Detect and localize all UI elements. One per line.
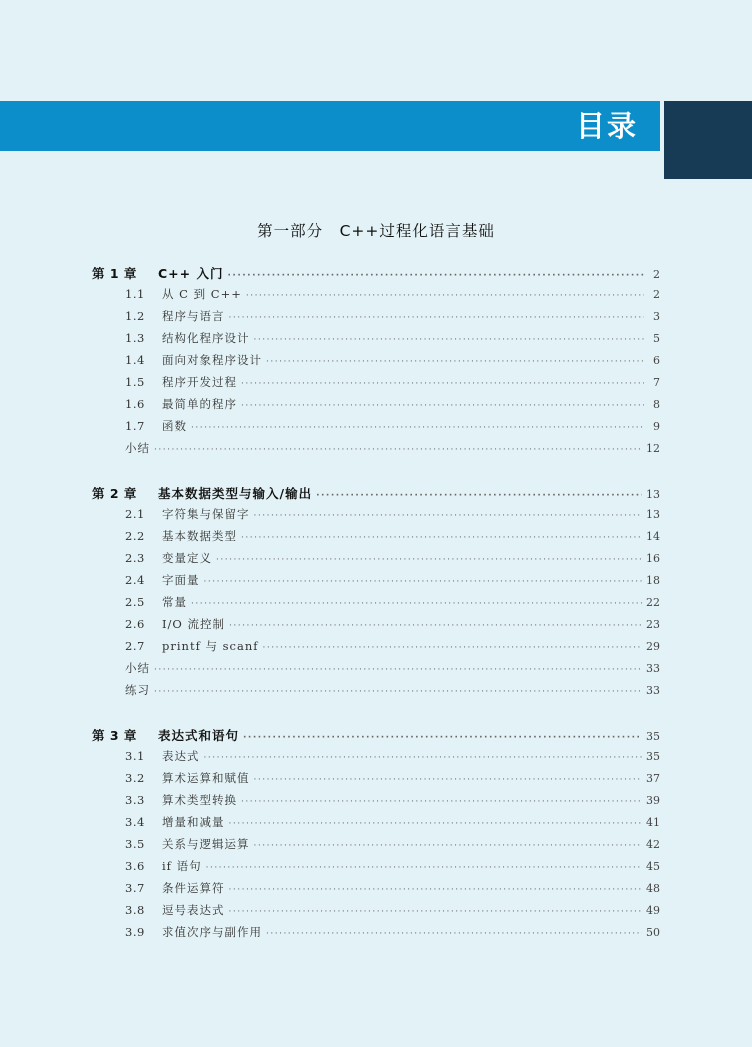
dot-leader xyxy=(254,335,645,345)
page-number: 23 xyxy=(646,618,660,631)
section-number: 3.3 xyxy=(125,793,145,807)
page-number: 33 xyxy=(646,662,660,675)
section-title: 程序开发过程 xyxy=(162,375,237,389)
dot-leader xyxy=(316,491,642,501)
section-number: 1.7 xyxy=(125,419,145,433)
page-number: 37 xyxy=(646,772,660,785)
section-title: 关系与逻辑运算 xyxy=(162,837,250,851)
page-number: 18 xyxy=(646,574,660,587)
section-row[interactable] xyxy=(92,638,660,660)
section-number: 2.5 xyxy=(125,595,145,609)
page-number: 13 xyxy=(646,488,660,501)
chapter-number: 第 2 章 xyxy=(92,486,137,501)
chapter-title: 表达式和语句 xyxy=(158,728,240,743)
section-row[interactable] xyxy=(92,286,660,308)
section-title: 面向对象程序设计 xyxy=(162,353,262,367)
extra-row[interactable] xyxy=(92,660,660,682)
dot-leader xyxy=(229,621,642,631)
section-row[interactable] xyxy=(92,352,660,374)
section-title: 求值次序与副作用 xyxy=(162,925,262,939)
page-number: 39 xyxy=(646,794,660,807)
section-title: printf 与 scanf xyxy=(162,639,259,653)
section-row[interactable] xyxy=(92,330,660,352)
page-number: 9 xyxy=(653,420,660,433)
dot-leader xyxy=(206,863,642,873)
section-number: 1.6 xyxy=(125,397,145,411)
page-title: 目录 xyxy=(575,109,638,143)
page-number: 12 xyxy=(646,442,660,455)
section-row[interactable] xyxy=(92,880,660,902)
section-number: 3.4 xyxy=(125,815,145,829)
section-number: 3.5 xyxy=(125,837,145,851)
section-title: 条件运算符 xyxy=(162,881,225,895)
dot-leader xyxy=(229,819,643,829)
section-title: 从 C 到 C++ xyxy=(162,287,242,301)
section-title: 变量定义 xyxy=(162,551,212,565)
section-row[interactable] xyxy=(92,858,660,880)
section-number: 1.3 xyxy=(125,331,145,345)
page-number: 41 xyxy=(646,816,660,829)
dot-leader xyxy=(254,775,643,785)
section-row[interactable] xyxy=(92,418,660,440)
page-number: 35 xyxy=(646,730,660,743)
dot-leader xyxy=(246,291,644,301)
dot-leader xyxy=(266,357,644,367)
section-row[interactable] xyxy=(92,902,660,924)
extra-row[interactable] xyxy=(92,682,660,704)
page-number: 35 xyxy=(646,750,660,763)
extra-title: 练习 xyxy=(125,683,150,697)
page-number: 2 xyxy=(653,268,660,281)
section-title: 表达式 xyxy=(162,749,200,763)
page-number: 29 xyxy=(646,640,660,653)
section-row[interactable] xyxy=(92,814,660,836)
section-row[interactable] xyxy=(92,374,660,396)
section-number: 1.1 xyxy=(125,287,145,301)
section-number: 3.8 xyxy=(125,903,145,917)
section-row[interactable] xyxy=(92,550,660,572)
chapter-number: 第 1 章 xyxy=(92,266,137,281)
section-title: I/O 流控制 xyxy=(162,617,226,631)
page-number: 22 xyxy=(646,596,660,609)
section-title: 基本数据类型 xyxy=(162,529,237,543)
section-title: 增量和减量 xyxy=(162,815,225,829)
dot-leader xyxy=(229,885,643,895)
chapter-number: 第 3 章 xyxy=(92,728,137,743)
section-row[interactable] xyxy=(92,308,660,330)
section-title: 最简单的程序 xyxy=(162,397,237,411)
dot-leader xyxy=(204,753,643,763)
corner-decoration xyxy=(664,101,752,179)
page-number: 8 xyxy=(653,398,660,411)
page-number: 50 xyxy=(646,926,660,939)
section-row[interactable] xyxy=(92,792,660,814)
chapter-block xyxy=(92,726,660,946)
section-number: 1.4 xyxy=(125,353,145,367)
chapter-row[interactable] xyxy=(92,264,660,286)
header-banner xyxy=(0,101,660,151)
section-title: 函数 xyxy=(162,419,187,433)
dot-leader xyxy=(254,511,643,521)
section-number: 2.3 xyxy=(125,551,145,565)
section-row[interactable] xyxy=(92,616,660,638)
section-row[interactable] xyxy=(92,506,660,528)
section-number: 2.2 xyxy=(125,529,145,543)
dot-leader xyxy=(241,533,642,543)
extra-title: 小结 xyxy=(125,661,150,675)
dot-leader xyxy=(229,907,643,917)
section-row[interactable] xyxy=(92,528,660,550)
section-row[interactable] xyxy=(92,836,660,858)
dot-leader xyxy=(191,599,642,609)
page-number: 16 xyxy=(646,552,660,565)
section-title: 字面量 xyxy=(162,573,200,587)
section-row[interactable] xyxy=(92,748,660,770)
section-row[interactable] xyxy=(92,924,660,946)
dot-leader xyxy=(216,555,642,565)
page-number: 2 xyxy=(653,288,660,301)
chapter-title: C++ 入门 xyxy=(158,266,224,281)
section-number: 2.7 xyxy=(125,639,145,653)
page-number: 3 xyxy=(653,310,660,323)
section-title: 逗号表达式 xyxy=(162,903,225,917)
section-row[interactable] xyxy=(92,572,660,594)
page-number: 5 xyxy=(653,332,660,345)
dot-leader xyxy=(266,929,642,939)
chapter-block xyxy=(92,264,660,462)
section-title: 结构化程序设计 xyxy=(162,331,250,345)
section-number: 3.2 xyxy=(125,771,145,785)
part-title: 第一部分 C++过程化语言基础 xyxy=(257,222,495,240)
section-number: 1.5 xyxy=(125,375,145,389)
chapter-block xyxy=(92,484,660,704)
section-number: 2.1 xyxy=(125,507,145,521)
section-title: 算术运算和赋值 xyxy=(162,771,250,785)
section-title: if 语句 xyxy=(162,859,202,873)
table-of-contents xyxy=(92,264,660,968)
dot-leader xyxy=(263,643,643,653)
section-number: 2.6 xyxy=(125,617,145,631)
page-number: 33 xyxy=(646,684,660,697)
dot-leader xyxy=(241,379,644,389)
section-number: 3.9 xyxy=(125,925,145,939)
section-number: 3.7 xyxy=(125,881,145,895)
section-title: 算术类型转换 xyxy=(162,793,237,807)
dot-leader xyxy=(227,271,644,281)
page-number: 6 xyxy=(653,354,660,367)
page-number: 14 xyxy=(646,530,660,543)
section-title: 常量 xyxy=(162,595,187,609)
section-row[interactable] xyxy=(92,594,660,616)
page-number: 7 xyxy=(653,376,660,389)
extra-title: 小结 xyxy=(125,441,150,455)
page-number: 13 xyxy=(646,508,660,521)
section-number: 1.2 xyxy=(125,309,145,323)
section-number: 2.4 xyxy=(125,573,145,587)
chapter-title: 基本数据类型与输入/输出 xyxy=(158,486,313,501)
section-row[interactable] xyxy=(92,770,660,792)
extra-row[interactable] xyxy=(92,440,660,462)
section-title: 程序与语言 xyxy=(162,309,225,323)
page-number: 45 xyxy=(646,860,660,873)
dot-leader xyxy=(154,687,642,697)
dot-leader xyxy=(191,423,644,433)
dot-leader xyxy=(241,401,644,411)
dot-leader xyxy=(154,665,642,675)
section-row[interactable] xyxy=(92,396,660,418)
dot-leader xyxy=(154,445,642,455)
section-title: 字符集与保留字 xyxy=(162,507,250,521)
section-number: 3.6 xyxy=(125,859,145,873)
dot-leader xyxy=(243,733,642,743)
chapter-row[interactable] xyxy=(92,484,660,506)
dot-leader xyxy=(204,577,643,587)
page-number: 49 xyxy=(646,904,660,917)
section-number: 3.1 xyxy=(125,749,145,763)
dot-leader xyxy=(229,313,645,323)
page-number: 48 xyxy=(646,882,660,895)
chapter-row[interactable] xyxy=(92,726,660,748)
page-number: 42 xyxy=(646,838,660,851)
dot-leader xyxy=(254,841,643,851)
dot-leader xyxy=(241,797,642,807)
